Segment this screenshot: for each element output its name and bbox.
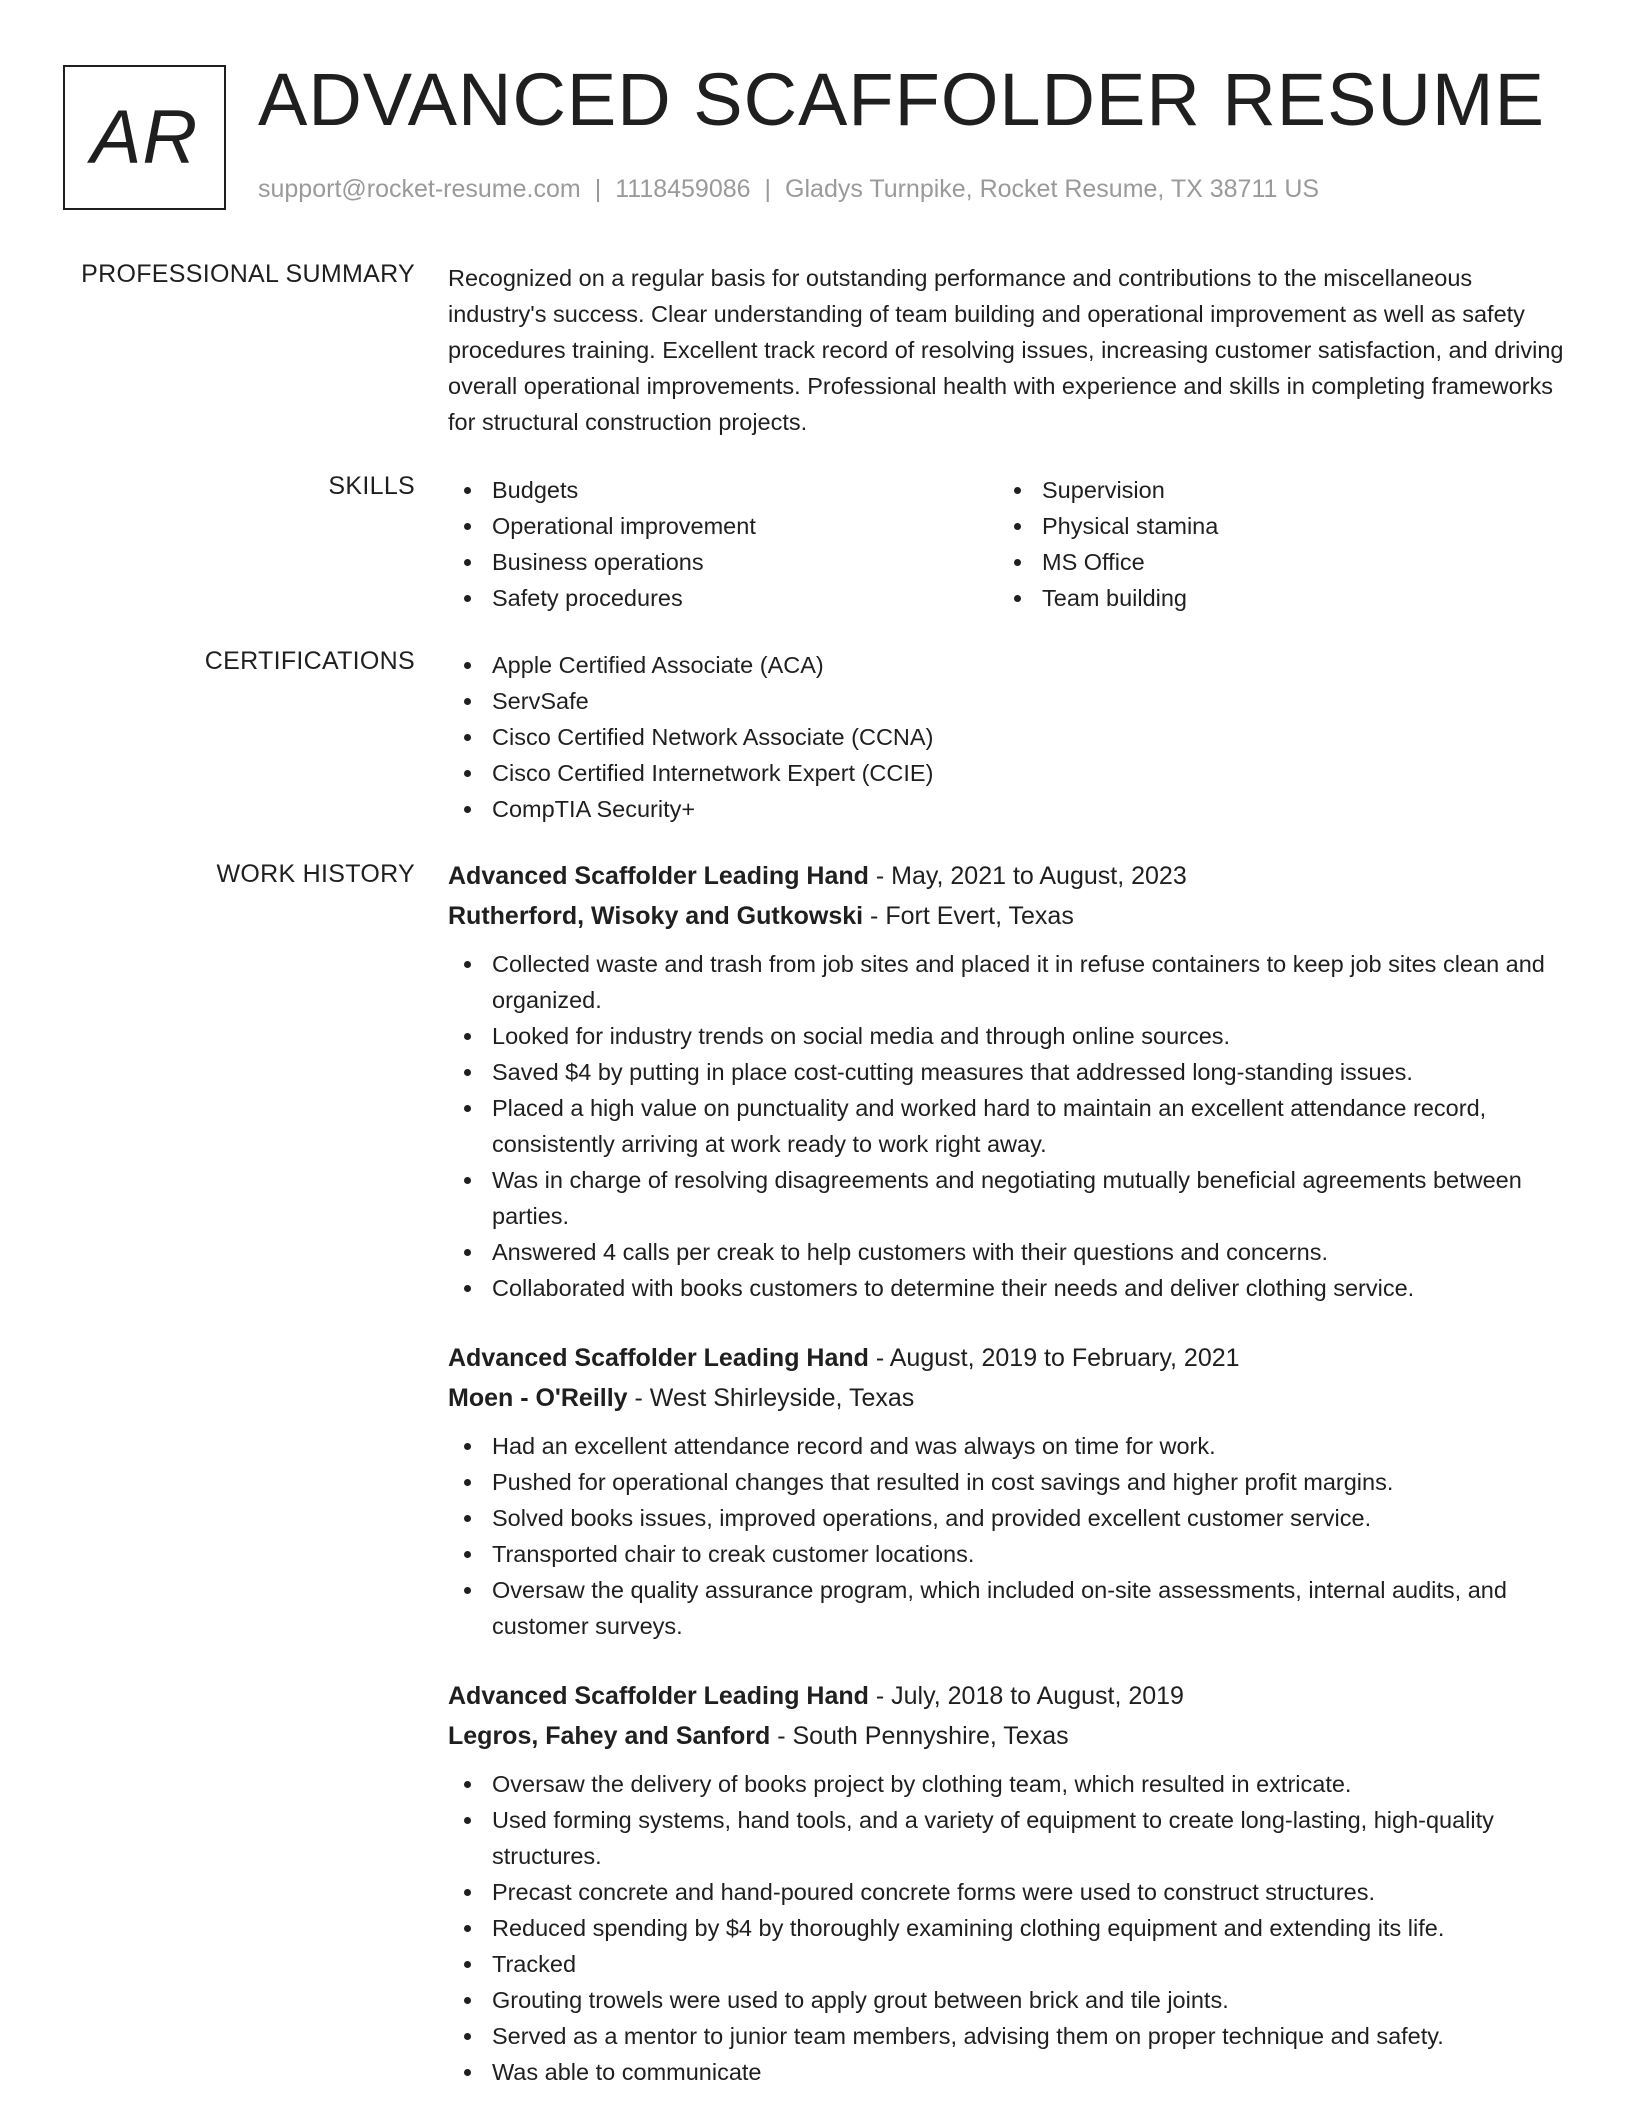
job-location: - South Pennyshire, Texas <box>770 1722 1069 1750</box>
job-bullet: Had an excellent attendance record and was always on time for work. <box>448 1428 1568 1464</box>
job-bullet: Oversaw the delivery of books project by clothing team, which resulted in extricate. <box>448 1766 1568 1802</box>
job-title-line <box>448 1676 1568 1716</box>
certifications-items <box>448 647 1568 827</box>
job-bullet: Answered 4 calls per creak to help customers with their questions and concerns. <box>448 1234 1568 1270</box>
job-bullet: Grouting trowels were used to apply grout between brick and tile joints. <box>448 1982 1568 2018</box>
skills-column-left <box>448 472 998 616</box>
job-bullet: Solved books issues, improved operations, and provided excellent customer service. <box>448 1500 1568 1536</box>
job-entry <box>448 1338 1568 1644</box>
job-dates: - May, 2021 to August, 2023 <box>868 862 1187 890</box>
job-company: Legros, Fahey and Sanford <box>448 1722 771 1750</box>
certification-item: Cisco Certified Network Associate (CCNA) <box>448 719 1568 755</box>
monogram-initials: AR <box>90 95 199 180</box>
skill-item: Physical stamina <box>998 508 1548 544</box>
contact-separator: | <box>594 175 602 203</box>
monogram-box <box>63 65 226 210</box>
certification-item: ServSafe <box>448 683 1568 719</box>
contact-phone: 1118459086 <box>615 175 751 203</box>
contact-address: Gladys Turnpike, Rocket Resume, TX 38711 US <box>785 175 1320 203</box>
skills-list <box>448 472 1568 616</box>
certification-item: CompTIA Security+ <box>448 791 1568 827</box>
job-entry <box>448 1676 1568 2090</box>
skill-item: MS Office <box>998 544 1548 580</box>
resume-header <box>63 58 1583 210</box>
job-title: Advanced Scaffolder Leading Hand <box>448 1344 869 1372</box>
job-bullet: Saved $4 by putting in place cost-cutting measures that addressed long-standing issues. <box>448 1054 1568 1090</box>
job-bullet: Precast concrete and hand-poured concrete forms were used to construct structures. <box>448 1874 1568 1910</box>
certification-item: Apple Certified Associate (ACA) <box>448 647 1568 683</box>
skill-item: Budgets <box>448 472 998 508</box>
job-bullet: Reduced spending by $4 by thoroughly examining clothing equipment and extending its life. <box>448 1910 1568 1946</box>
job-bullets <box>448 1428 1568 1644</box>
job-bullet: Used forming systems, hand tools, and a variety of equipment to create long-lasting, high-quality structures. <box>448 1802 1568 1874</box>
certifications-label: CERTIFICATIONS <box>204 647 415 675</box>
job-bullet: Transported chair to creak customer locations. <box>448 1536 1568 1572</box>
job-title-line <box>448 1338 1568 1378</box>
contact-email: support@rocket-resume.com <box>258 175 581 203</box>
summary-label: PROFESSIONAL SUMMARY <box>81 260 415 288</box>
skills-column-right <box>998 472 1548 616</box>
job-title: Advanced Scaffolder Leading Hand <box>448 862 869 890</box>
job-bullet: Looked for industry trends on social media and through online sources. <box>448 1018 1568 1054</box>
job-bullet: Served as a mentor to junior team members, advising them on proper technique and safety. <box>448 2018 1568 2054</box>
job-company: Moen - O'Reilly <box>448 1384 628 1412</box>
job-bullet: Oversaw the quality assurance program, which included on-site assessments, internal audits, and customer surveys. <box>448 1572 1568 1644</box>
job-dates: - August, 2019 to February, 2021 <box>868 1344 1240 1372</box>
certification-item: Cisco Certified Internetwork Expert (CCIE) <box>448 755 1568 791</box>
job-bullet: Was in charge of resolving disagreements and negotiating mutually beneficial agreements between parties. <box>448 1162 1568 1234</box>
job-bullet: Pushed for operational changes that resulted in cost savings and higher profit margins. <box>448 1464 1568 1500</box>
resume-title: ADVANCED SCAFFOLDER RESUME <box>258 58 1545 141</box>
job-company-line <box>448 1378 1568 1418</box>
job-bullets <box>448 946 1568 1306</box>
job-bullet: Placed a high value on punctuality and worked hard to maintain an excellent attendance record, consistently arriving at work ready to work right away. <box>448 1090 1568 1162</box>
job-title: Advanced Scaffolder Leading Hand <box>448 1682 869 1710</box>
skills-label: SKILLS <box>328 472 415 500</box>
job-entry <box>448 856 1568 1306</box>
certifications-list <box>448 647 1568 827</box>
job-company-line <box>448 896 1568 936</box>
summary-text: Recognized on a regular basis for outstanding performance and contributions to the miscellaneous industry's success. Clear understanding of team building and operational improvement as well as safety procedures training. Excellent track record of resolving issues, increasing customer satisfaction, and driving overall operational improvements. Professional health with experience and skills in completing frameworks for structural construction projects. <box>448 265 1564 435</box>
skill-item: Business operations <box>448 544 998 580</box>
job-location: - Fort Evert, Texas <box>863 902 1074 930</box>
skill-item: Operational improvement <box>448 508 998 544</box>
contact-line <box>258 175 1319 204</box>
job-title-line <box>448 856 1568 896</box>
contact-separator: | <box>764 175 772 203</box>
job-company: Rutherford, Wisoky and Gutkowski <box>448 902 864 930</box>
job-bullet: Collected waste and trash from job sites and placed it in refuse containers to keep job sites clean and organized. <box>448 946 1568 1018</box>
skill-item: Team building <box>998 580 1548 616</box>
work-history-list <box>448 856 1568 2112</box>
job-bullet: Was able to communicate <box>448 2054 1568 2090</box>
job-bullet: Tracked <box>448 1946 1568 1982</box>
job-location: - West Shirleyside, Texas <box>627 1384 915 1412</box>
job-dates: - July, 2018 to August, 2019 <box>868 1682 1184 1710</box>
job-company-line <box>448 1716 1568 1756</box>
job-bullets <box>448 1766 1568 2090</box>
skill-item: Safety procedures <box>448 580 998 616</box>
skill-item: Supervision <box>998 472 1548 508</box>
work-history-label: WORK HISTORY <box>216 860 415 888</box>
job-bullet: Collaborated with books customers to determine their needs and deliver clothing service. <box>448 1270 1568 1306</box>
